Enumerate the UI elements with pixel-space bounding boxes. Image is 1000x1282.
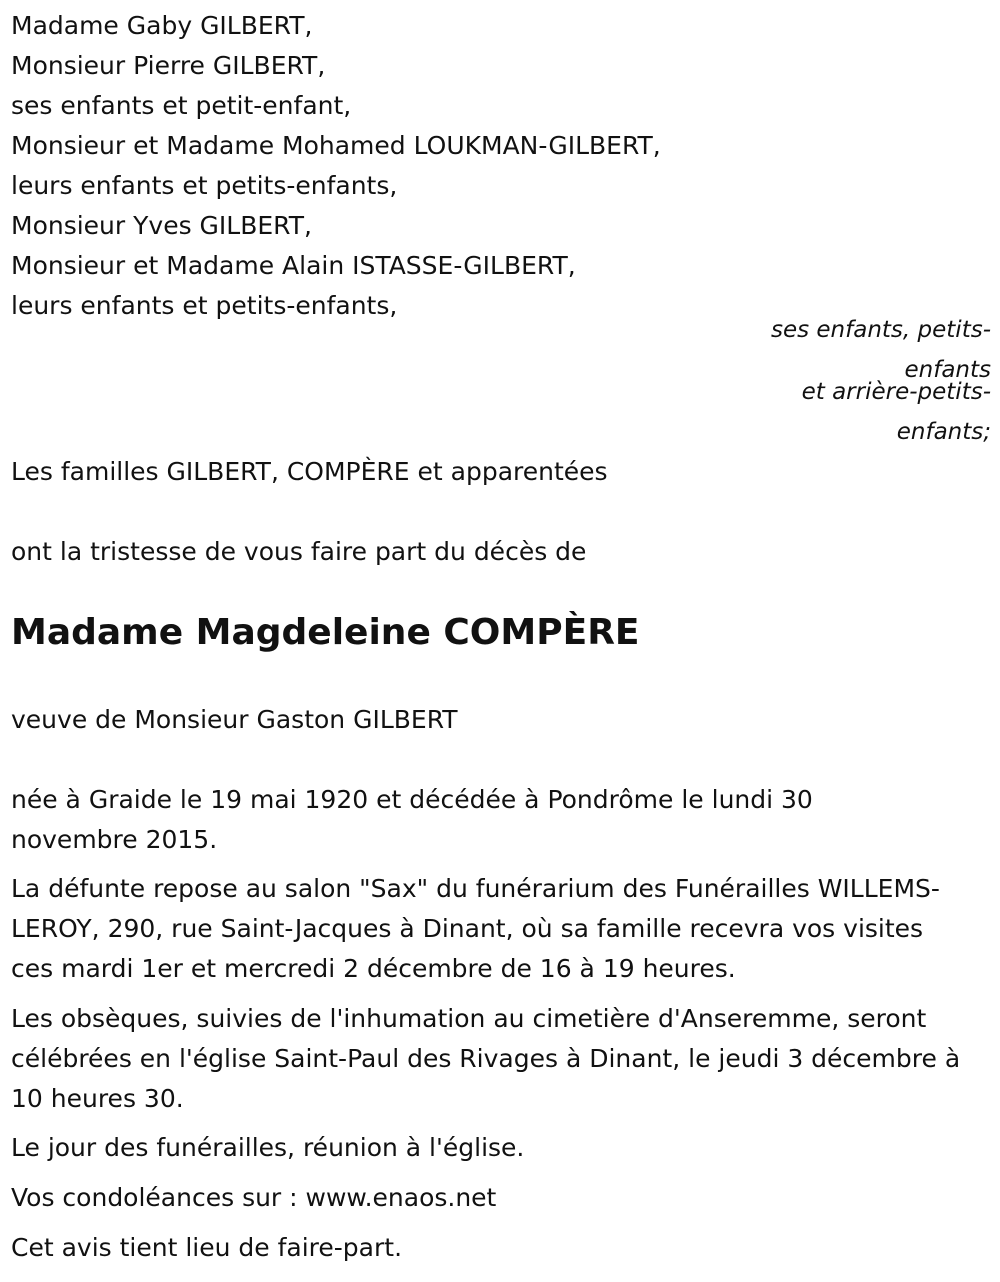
side-note-great-grandchildren: et arrière-petits-enfants; (801, 379, 991, 445)
family-line: ses enfants et petit-enfant, (11, 91, 352, 120)
family-line: Monsieur et Madame Alain ISTASSE-GILBERT, (11, 251, 576, 280)
families-line: Les familles GILBERT, COMPÈRE et apparentées (11, 457, 608, 486)
repose-paragraph: La défunte repose au salon "Sax" du funérarium des Funérailles WILLEMS-LEROY, 290, rue Saint-Jacques à Dinant, où sa famille recevra vos visites ces mardi 1er et mercredi 2 décembre de 16 à 19 heures. (11, 874, 940, 983)
funeral-day-paragraph: Le jour des funérailles, réunion à l'église. (11, 1133, 525, 1162)
birth-death-paragraph: née à Graide le 19 mai 1920 et décédée à Pondrôme le lundi 30 novembre 2015. (11, 785, 813, 854)
family-line: Madame Gaby GILBERT, (11, 11, 313, 40)
family-line: Monsieur et Madame Mohamed LOUKMAN-GILBERT, (11, 131, 661, 160)
condolences-paragraph: Vos condoléances sur : www.enaos.net (11, 1183, 497, 1212)
family-line: Monsieur Yves GILBERT, (11, 211, 312, 240)
family-list (11, 6, 661, 326)
announcement-line: ont la tristesse de vous faire part du décès de (11, 537, 587, 566)
side-note-grandchildren: ses enfants, petits-enfants (770, 317, 991, 383)
family-line: leurs enfants et petits-enfants, (11, 291, 398, 320)
notice-paragraph: Cet avis tient lieu de faire-part. (11, 1233, 403, 1262)
funeral-paragraph: Les obsèques, suivies de l'inhumation au cimetière d'Anseremme, seront célébrées en l'église Saint-Paul des Rivages à Dinant, le jeudi 3 décembre à 10 heures 30. (11, 1004, 961, 1113)
family-line: Monsieur Pierre GILBERT, (11, 51, 326, 80)
family-line: leurs enfants et petits-enfants, (11, 171, 398, 200)
obituary-notice (11, 0, 991, 1282)
deceased-name: Madame Magdeleine COMPÈRE (11, 612, 640, 653)
widow-of-line: veuve de Monsieur Gaston GILBERT (11, 705, 458, 734)
